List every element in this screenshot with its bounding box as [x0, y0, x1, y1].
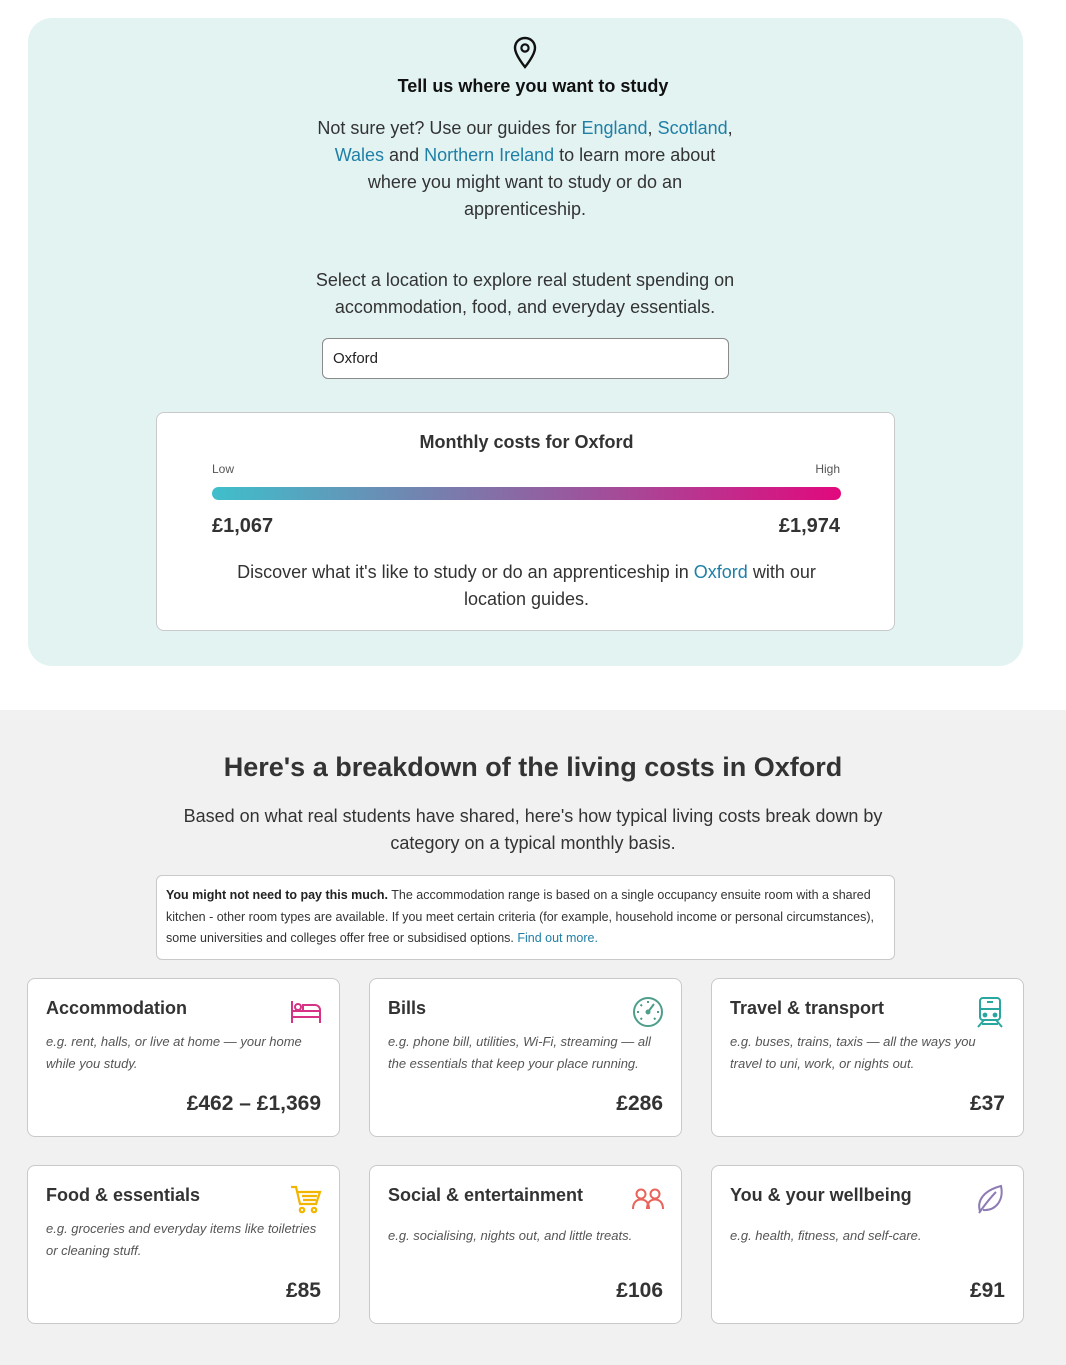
category-card-bills: [369, 978, 682, 1137]
low-cost-value: £1,067: [212, 515, 274, 537]
category-title: Bills: [388, 998, 427, 1018]
category-title: Social & entertainment: [388, 1185, 584, 1205]
accommodation-notice: [156, 875, 895, 960]
northern-ireland-link[interactable]: Northern Ireland: [424, 145, 555, 165]
find-out-more-link[interactable]: Find out more.: [517, 931, 598, 945]
category-amount: £286: [616, 1092, 663, 1115]
category-card-wellbeing: [711, 1165, 1024, 1324]
people-icon: [631, 1182, 665, 1216]
guides-paragraph: Not sure yet? Use our guides for England, Scotland, Wales and Northern Ireland to learn more about where you might want to study or do an apprenticeship.: [317, 118, 733, 219]
section-title: Tell us where you want to study: [397, 76, 669, 96]
location-pin-icon: [512, 36, 538, 70]
category-card-travel: [711, 978, 1024, 1137]
select-location-text: Select a location to explore real student spending on accommodation, food, and everyday essentials.: [315, 270, 735, 317]
high-label: High: [815, 462, 840, 476]
bed-icon: [289, 995, 323, 1029]
breakdown-subtitle: Based on what real students have shared, here's how typical living costs break down by category on a typical monthly basis.: [183, 806, 883, 853]
cost-range-bar: [212, 487, 841, 500]
high-cost-value: £1,974: [778, 515, 840, 537]
category-card-social: [369, 1165, 682, 1324]
england-link[interactable]: England: [581, 118, 648, 138]
notice-bold-text: You might not need to pay this much.: [166, 888, 388, 902]
breakdown-section: [0, 710, 1066, 1365]
train-icon: [973, 995, 1007, 1029]
category-amount: £91: [969, 1279, 1005, 1302]
discover-paragraph: Discover what it's like to study or do an apprenticeship in Oxford with our location guides.: [237, 562, 816, 609]
category-card-accommodation: [27, 978, 340, 1137]
scotland-link[interactable]: Scotland: [657, 118, 728, 138]
breakdown-heading: Here's a breakdown of the living costs in Oxford: [223, 752, 843, 782]
gauge-icon: [631, 995, 665, 1029]
category-description: e.g. health, fitness, and self-care.: [730, 1228, 922, 1243]
location-input[interactable]: [322, 338, 729, 379]
cart-icon: [289, 1182, 323, 1216]
category-description: e.g. groceries and everyday items like toiletries or cleaning stuff.: [46, 1221, 317, 1258]
category-amount: £37: [969, 1092, 1005, 1115]
category-description: e.g. buses, trains, taxis — all the ways you travel to uni, work, or nights out.: [730, 1034, 976, 1071]
category-amount: £462 – £1,369: [186, 1092, 321, 1115]
notice-text: The accommodation range is based on a single occupancy ensuite room with a shared kitchen - other room types are available. If you meet certain criteria (for example, household income or personal circumstances), some universities and colleges offer free or subsidised options.: [166, 888, 874, 945]
category-title: Accommodation: [46, 998, 188, 1018]
monthly-costs-title: Monthly costs for Oxford: [419, 432, 634, 452]
category-title: Food & essentials: [46, 1185, 201, 1205]
category-amount: £106: [616, 1279, 663, 1302]
wales-link[interactable]: Wales: [334, 145, 385, 165]
category-description: e.g. rent, halls, or live at home — your home while you study.: [46, 1034, 302, 1071]
leaf-icon: [973, 1182, 1007, 1216]
category-card-food: [27, 1165, 340, 1324]
low-label: Low: [212, 462, 235, 476]
category-description: e.g. socialising, nights out, and little treats.: [388, 1228, 633, 1243]
monthly-costs-card: [156, 412, 895, 631]
category-title: You & your wellbeing: [730, 1185, 912, 1205]
category-description: e.g. phone bill, utilities, Wi-Fi, streaming — all the essentials that keep your place running.: [388, 1034, 651, 1071]
category-title: Travel & transport: [730, 998, 885, 1018]
oxford-guide-link[interactable]: Oxford: [693, 562, 748, 582]
category-amount: £85: [285, 1279, 321, 1302]
